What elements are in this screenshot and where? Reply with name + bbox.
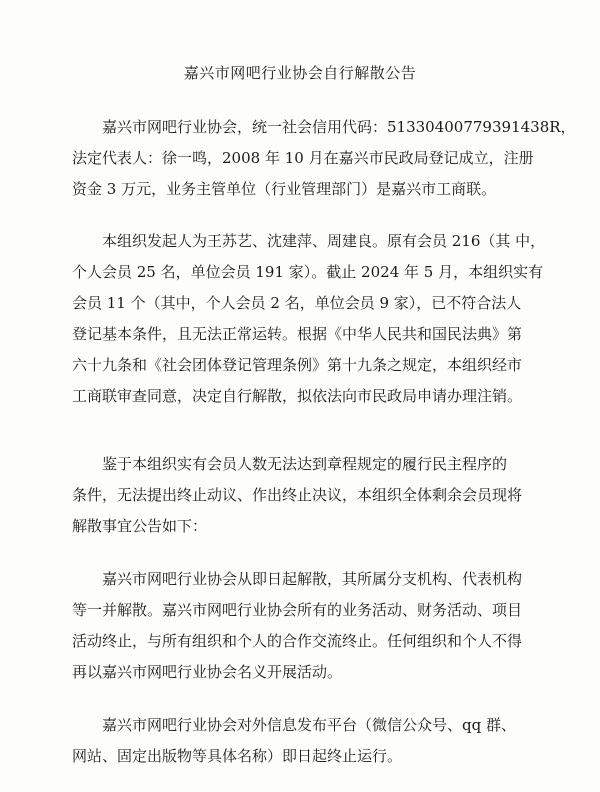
paragraph-line: 会员 11 个（其中，个人会员 2 名，单位会员 9 家），已不符合法人 [72, 294, 522, 312]
paragraph-line: 再以嘉兴市网吧行业协会名义开展活动。 [72, 663, 343, 681]
paragraph-dissolution-effect [72, 564, 552, 688]
paragraph-line: 条件，无法提出终止动议、作出终止决议，本组织全体剩余会员现将 [72, 486, 523, 504]
paragraph-line: 登记基本条件，且无法正常运转。根据《中华人民共和国民法典》第 [72, 325, 523, 343]
paragraph-line: 法定代表人：徐一鸣，2008 年 10 月在嘉兴市民政局登记成立，注册 [72, 149, 534, 167]
paragraph-line: 嘉兴市网吧行业协会从即日起解散，其所属分支机构、代表机构 [102, 570, 523, 588]
paragraph-line: 活动终止，与所有组织和个人的合作交流终止。任何组织和个人不得 [72, 632, 523, 650]
paragraph-announcement-intro [72, 449, 552, 542]
paragraph-line: 嘉兴市网吧行业协会，统一社会信用代码：51330400779391438R， [102, 118, 576, 136]
paragraph-line: 等一并解散。嘉兴市网吧行业协会所有的业务活动、财务活动、项目 [72, 601, 523, 619]
paragraph-organization-info [72, 112, 576, 205]
paragraph-dissolution-reason [72, 226, 552, 412]
paragraph-line: 个人会员 25 名，单位会员 191 家）。截止 2024 年 5 月，本组织实有 [72, 263, 544, 281]
paragraph-line: 网站、固定出版物等具体名称）即日起终止运行。 [72, 747, 403, 765]
paragraph-line: 工商联审查同意，决定自行解散，拟依法向市民政局申请办理注销。 [72, 387, 523, 405]
paragraph-line: 资金 3 万元，业务主管单位（行业管理部门）是嘉兴市工商联。 [72, 180, 497, 198]
paragraph-platform-termination [72, 710, 552, 772]
paragraph-line: 本组织发起人为王苏艺、沈建萍、周建良。原有会员 216（其 中， [102, 232, 546, 250]
document-title: 嘉兴市网吧行业协会自行解散公告 [183, 64, 417, 82]
paragraph-line: 嘉兴市网吧行业协会对外信息发布平台（微信公众号、qq 群、 [102, 716, 516, 734]
paragraph-line: 六十九条和《社会团体登记管理条例》第十九条之规定，本组织经市 [72, 356, 523, 374]
paragraph-line: 鉴于本组织实有会员人数无法达到章程规定的履行民主程序的 [102, 455, 508, 473]
paragraph-line: 解散事宜公告如下： [72, 517, 208, 535]
